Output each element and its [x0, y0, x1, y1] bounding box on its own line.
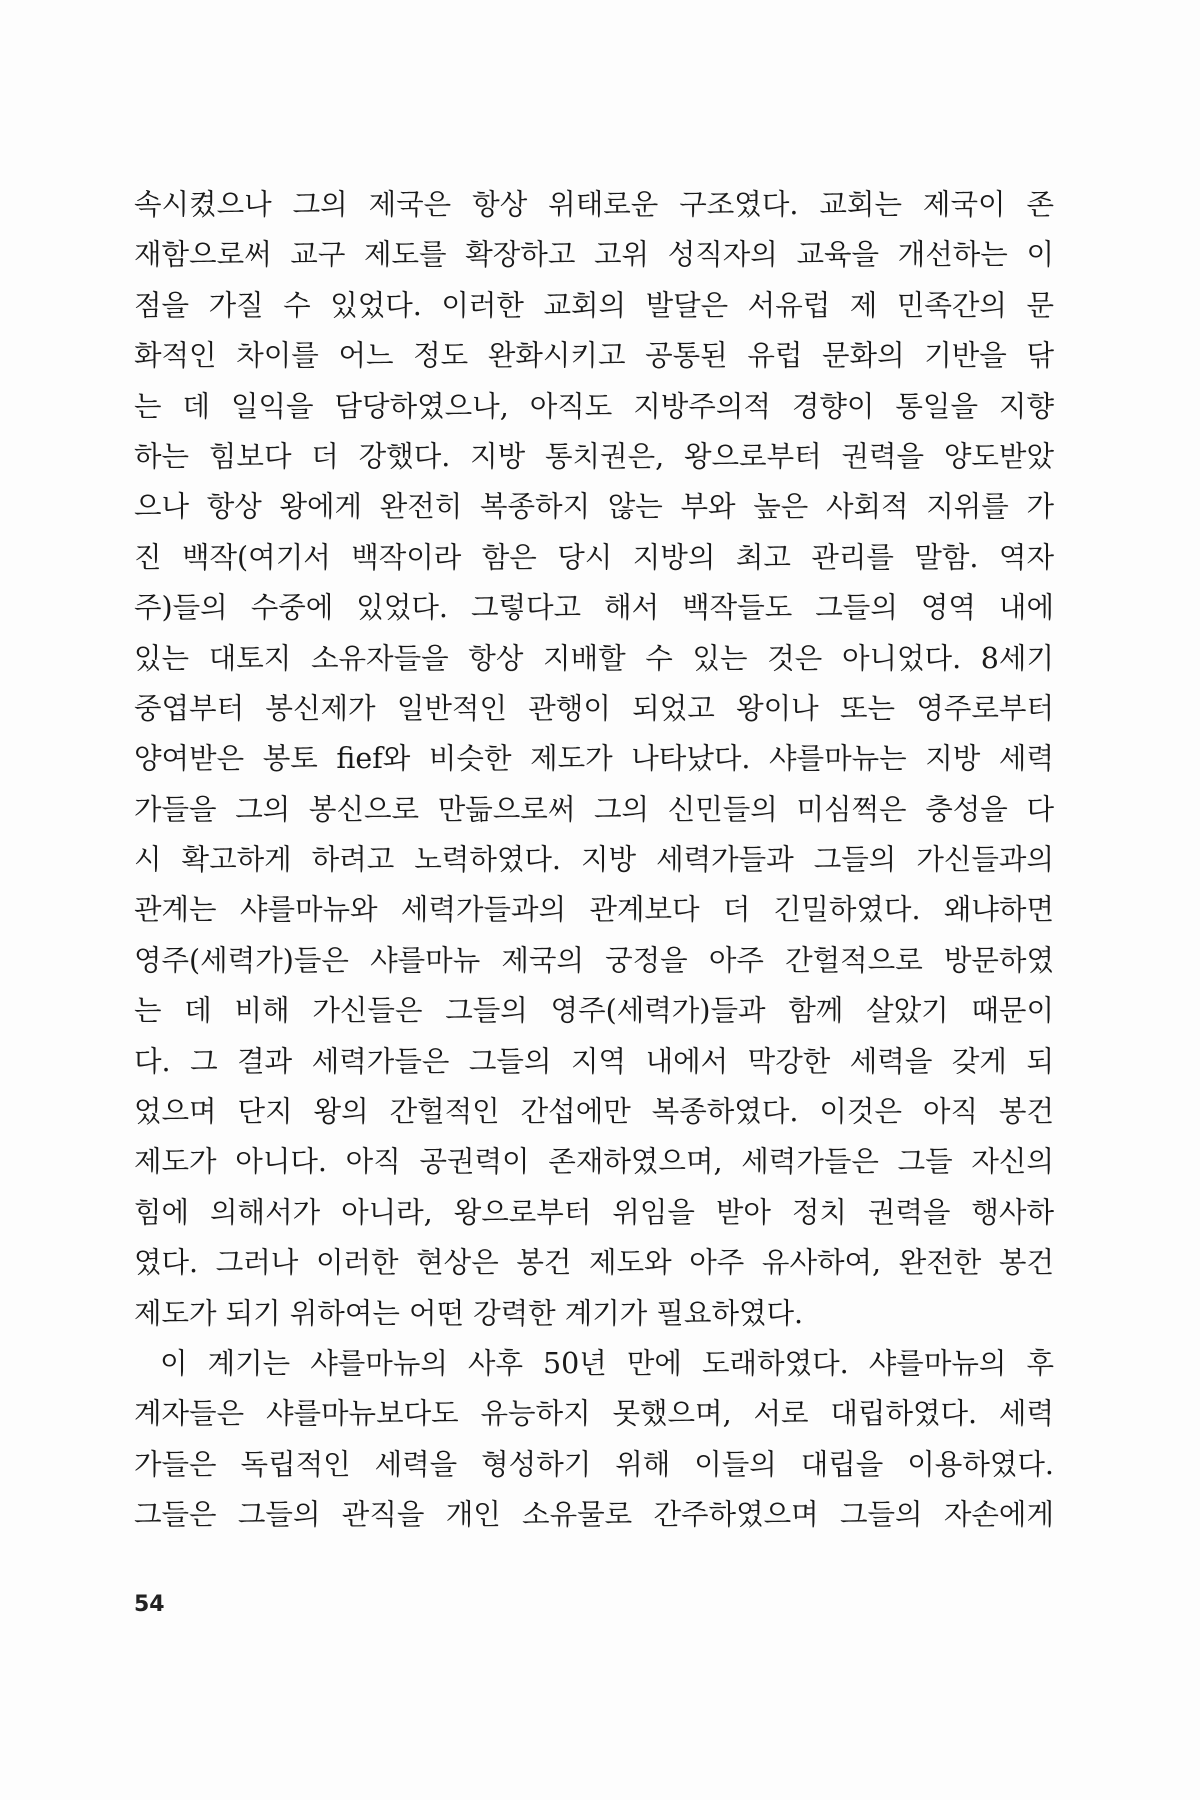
body-text	[134, 180, 1054, 1541]
text-line: 관계는 샤를마뉴와 세력가들과의 관계보다 더 긴밀하였다. 왜냐하면	[134, 893, 1054, 927]
text-line: 으나 항상 왕에게 완전히 복종하지 않는 부와 높은 사회적 지위를 가	[134, 490, 1054, 524]
text-line: 제도가 되기 위하여는 어떤 강력한 계기가 필요하였다.	[134, 1296, 804, 1330]
text-line: 주)들의 수중에 있었다. 그렇다고 해서 백작들도 그들의 영역 내에	[134, 591, 1054, 625]
text-line: 양여받은 봉토 fief와 비슷한 제도가 나타났다. 샤를마뉴는 지방 세력	[134, 742, 1054, 776]
text-line: 영주(세력가)들은 샤를마뉴 제국의 궁정을 아주 간헐적으로 방문하였	[134, 943, 1054, 977]
text-line: 있는 대토지 소유자들을 항상 지배할 수 있는 것은 아니었다. 8세기	[134, 641, 1054, 675]
text-line: 하는 힘보다 더 강했다. 지방 통치권은, 왕으로부터 권력을 양도받았	[134, 439, 1054, 473]
paragraph-2	[134, 1339, 1054, 1541]
text-line: 중엽부터 봉신제가 일반적인 관행이 되었고 왕이나 또는 영주로부터	[134, 691, 1054, 725]
text-line: 가들은 독립적인 세력을 형성하기 위해 이들의 대립을 이용하였다.	[134, 1447, 1054, 1481]
text-line: 진 백작(여기서 백작이라 함은 당시 지방의 최고 관리를 말함. 역자	[134, 540, 1054, 574]
text-line: 이 계기는 샤를마뉴의 사후 50년 만에 도래하였다. 샤를마뉴의 후	[160, 1346, 1054, 1380]
text-line: 제도가 아니다. 아직 공권력이 존재하였으며, 세력가들은 그들 자신의	[134, 1145, 1054, 1179]
text-line: 는 데 비해 가신들은 그들의 영주(세력가)들과 함께 살았기 때문이	[134, 994, 1054, 1028]
text-line: 재함으로써 교구 제도를 확장하고 고위 성직자의 교육을 개선하는 이	[134, 238, 1054, 272]
text-line: 점을 가질 수 있었다. 이러한 교회의 발달은 서유럽 제 민족간의 문	[134, 288, 1054, 322]
paragraph-1	[134, 180, 1054, 1339]
text-line: 속시켰으나 그의 제국은 항상 위태로운 구조였다. 교회는 제국이 존	[134, 188, 1054, 221]
text-line: 가들을 그의 봉신으로 만듦으로써 그의 신민들의 미심쩍은 충성을 다	[134, 792, 1054, 826]
text-line: 화적인 차이를 어느 정도 완화시키고 공통된 유럽 문화의 기반을 닦	[134, 339, 1054, 373]
text-line: 었으며 단지 왕의 간헐적인 간섭에만 복종하였다. 이것은 아직 봉건	[134, 1095, 1054, 1129]
text-line: 계자들은 샤를마뉴보다도 유능하지 못했으며, 서로 대립하였다. 세력	[134, 1397, 1054, 1431]
text-line: 시 확고하게 하려고 노력하였다. 지방 세력가들과 그들의 가신들과의	[134, 843, 1054, 877]
page-number: 54	[134, 1592, 165, 1617]
text-line: 는 데 일익을 담당하였으나, 아직도 지방주의적 경향이 통일을 지향	[134, 389, 1054, 423]
text-line: 다. 그 결과 세력가들은 그들의 지역 내에서 막강한 세력을 갖게 되	[134, 1044, 1054, 1078]
text-line: 였다. 그러나 이러한 현상은 봉건 제도와 아주 유사하여, 완전한 봉건	[134, 1246, 1054, 1280]
text-line: 그들은 그들의 관직을 개인 소유물로 간주하였으며 그들의 자손에게	[134, 1498, 1054, 1532]
text-line: 힘에 의해서가 아니라, 왕으로부터 위임을 받아 정치 권력을 행사하	[134, 1195, 1054, 1229]
